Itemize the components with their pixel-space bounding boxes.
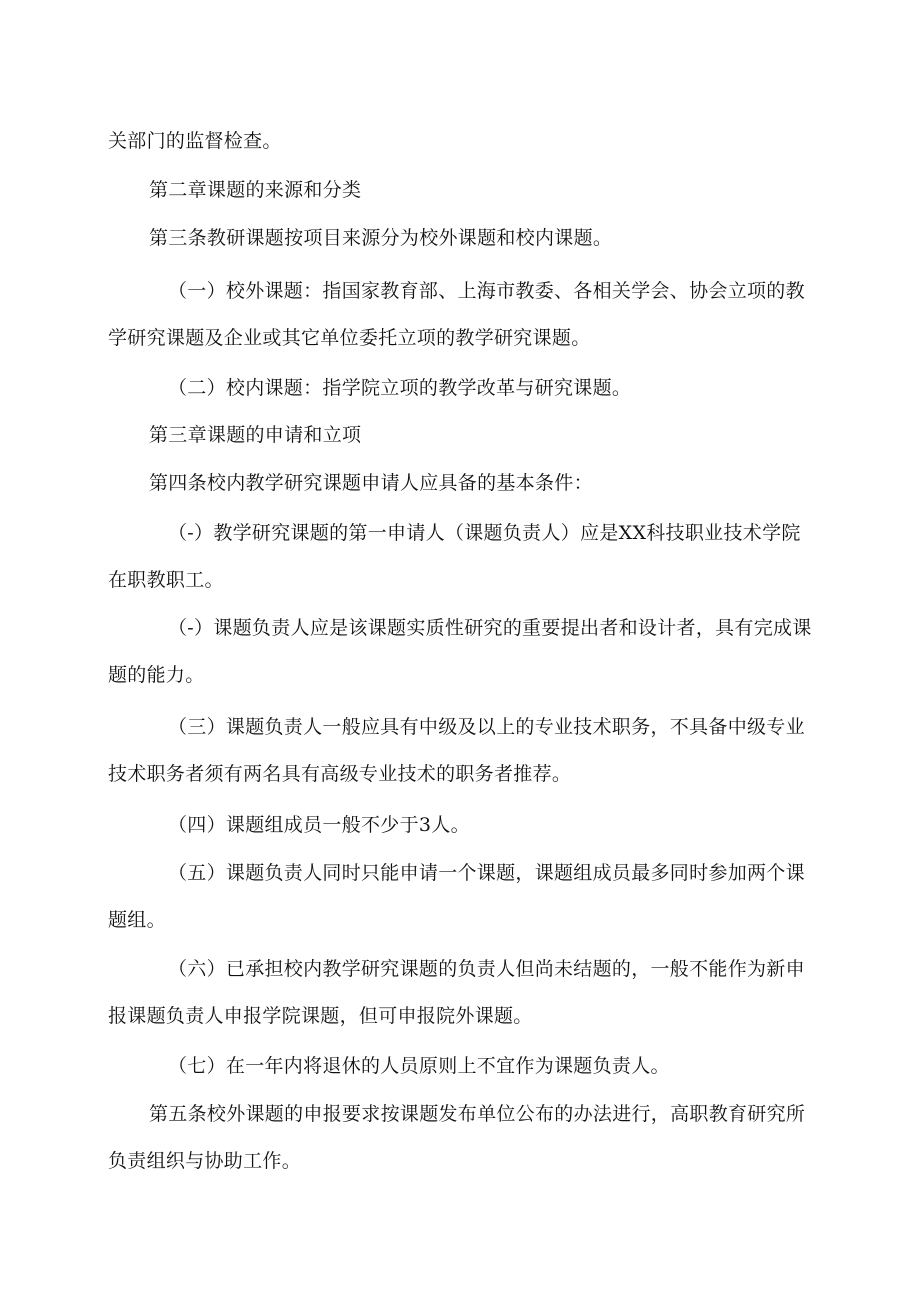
article-4-item-7: （七）在一年内将退休的人员原则上不宜作为课题负责人。	[168, 1055, 670, 1077]
article-4: 第四条校内教学研究课题申请人应具备的基本条件：	[149, 472, 593, 494]
chapter-2-heading: 第二章课题的来源和分类	[149, 179, 362, 201]
chapter-3-heading: 第三章课题的申请和立项	[149, 424, 362, 446]
article-4-item-2: （-）课题负责人应是该课题实质性研究的重要提出者和设计者，具有完成课题的能力。	[108, 617, 812, 686]
article-4-item-3: （三）课题负责人一般应具有中级及以上的专业技术职务，不具备中级专业技术职务者须有两名具有高级专业技术的职务者推荐。	[108, 716, 805, 785]
article-4-item-5: （五）课题负责人同时只能申请一个课题，课题组成员最多同时参加两个课题组。	[108, 862, 805, 931]
article-3-item-2: （二）校内课题：指学院立项的教学改革与研究课题。	[168, 377, 632, 399]
article-5: 第五条校外课题的申报要求按课题发布单位公布的办法进行，高职教育研究所负责组织与协助工作。	[108, 1103, 806, 1172]
paragraph-continuation: 关部门的监督检查。	[108, 130, 282, 152]
article-3: 第三条教研课题按项目来源分为校外课题和校内课题。	[149, 227, 613, 249]
article-3-item-1: （一）校外课题：指国家教育部、上海市教委、各相关学会、协会立项的教学研究课题及企业或其它单位委托立项的教学研究课题。	[108, 280, 805, 349]
article-4-item-6: （六）已承担校内教学研究课题的负责人但尚未结题的，一般不能作为新申报课题负责人申报学院课题，但可申报院外课题。	[108, 958, 805, 1027]
article-4-item-1: （-）教学研究课题的第一申请人（课题负责人）应是XX科技职业技术学院在职教职工。	[108, 522, 801, 591]
article-4-item-4: （四）课题组成员一般不少于3人。	[168, 814, 470, 836]
